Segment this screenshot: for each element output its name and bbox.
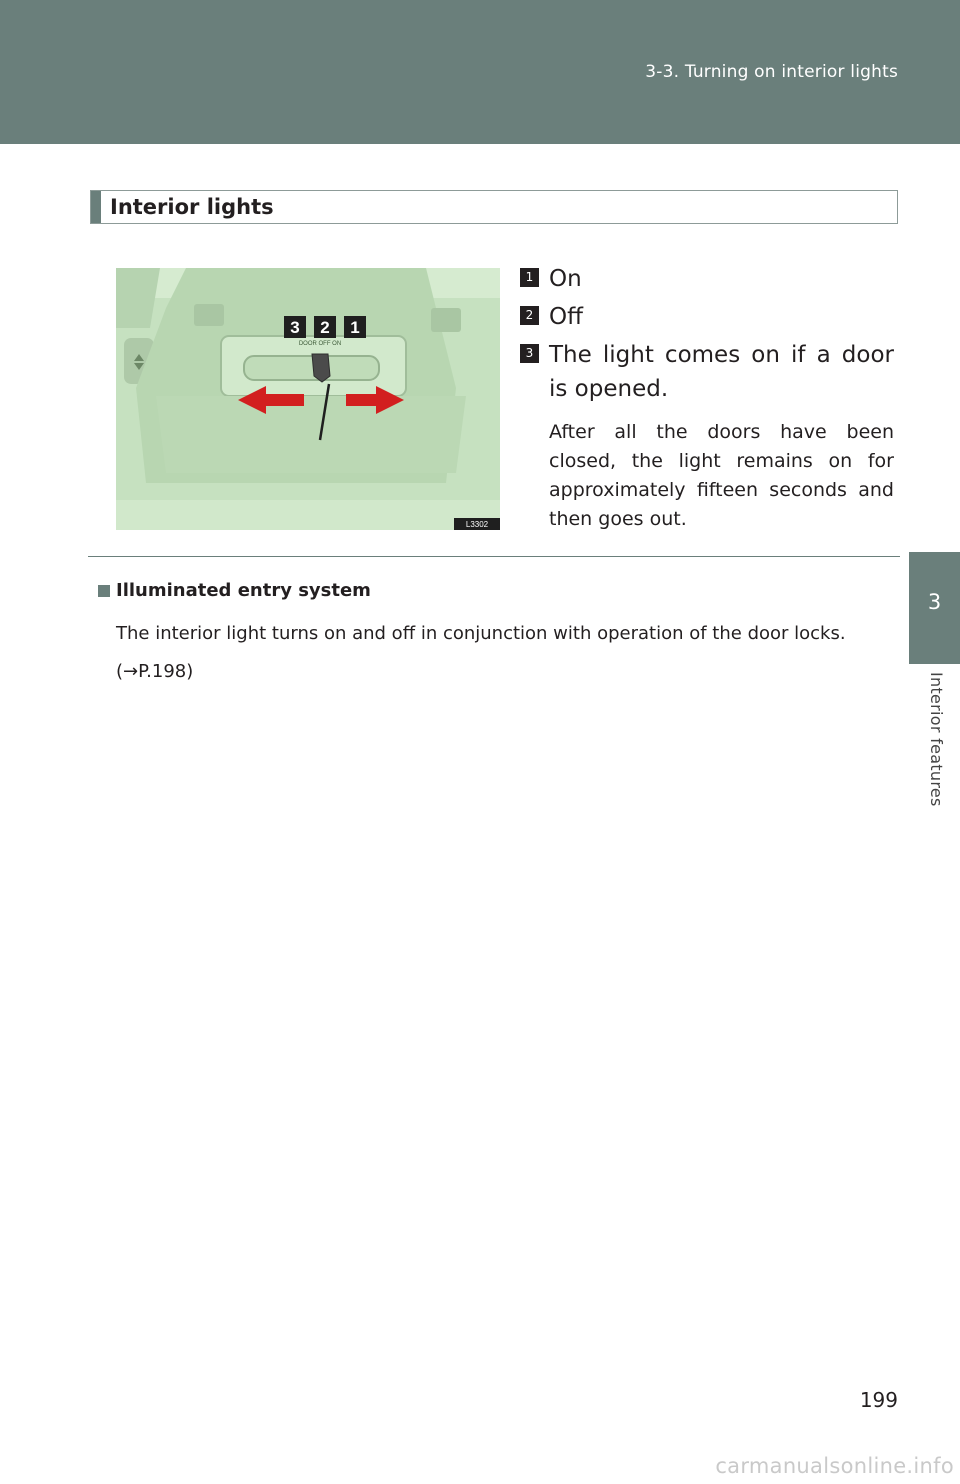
light-positions-list	[520, 262, 894, 534]
subsection-text: The interior light turns on and off in conjunction with operation of the door locks.	[116, 623, 846, 644]
divider	[88, 556, 900, 557]
page-reference-link[interactable]: (→P.198)	[116, 661, 194, 682]
switch-track	[244, 356, 379, 380]
item-text: Off	[549, 304, 583, 330]
list-item	[520, 262, 894, 296]
switch-label-1-text: 1	[350, 318, 360, 337]
ceiling-bottom	[116, 500, 500, 530]
section-title: Interior lights	[110, 195, 274, 219]
switch-positions-text: DOOR OFF ON	[298, 341, 342, 347]
item-text: On	[549, 266, 582, 292]
list-item	[520, 338, 894, 406]
switch-label-3-text: 3	[290, 318, 300, 337]
page-number: 199	[859, 1388, 898, 1412]
illuminated-entry-section	[98, 580, 898, 691]
chapter-number: 3	[927, 590, 942, 614]
lens-cover	[156, 396, 466, 473]
item-number-2: 2	[520, 306, 539, 325]
item-text: The light comes on if a door is opened.	[549, 342, 894, 402]
list-item	[520, 300, 894, 334]
interior-light-figure	[116, 268, 500, 530]
subsection-title: Illuminated entry system	[116, 580, 371, 601]
subsection-body	[116, 615, 898, 691]
chapter-label: Interior features	[927, 672, 946, 807]
interior-light-illustration	[116, 268, 500, 530]
switch-label-2-text: 2	[320, 318, 330, 337]
subsection-heading	[98, 580, 898, 601]
door-position-note: After all the doors have been closed, the light remains on for approximately fifteen seconds and then goes out.	[549, 421, 894, 530]
left-lamp	[194, 304, 224, 326]
chapter-title: 3-3. Turning on interior lights	[645, 62, 898, 82]
page-header	[0, 0, 960, 144]
section-header	[90, 190, 898, 224]
square-bullet-icon	[98, 585, 110, 597]
chapter-tab	[909, 552, 960, 664]
watermark: carmanualsonline.info	[715, 1454, 954, 1478]
right-lamp	[431, 308, 461, 332]
item-number-3: 3	[520, 344, 539, 363]
figure-code: L3302	[465, 520, 489, 529]
item-number-1: 1	[520, 268, 539, 287]
